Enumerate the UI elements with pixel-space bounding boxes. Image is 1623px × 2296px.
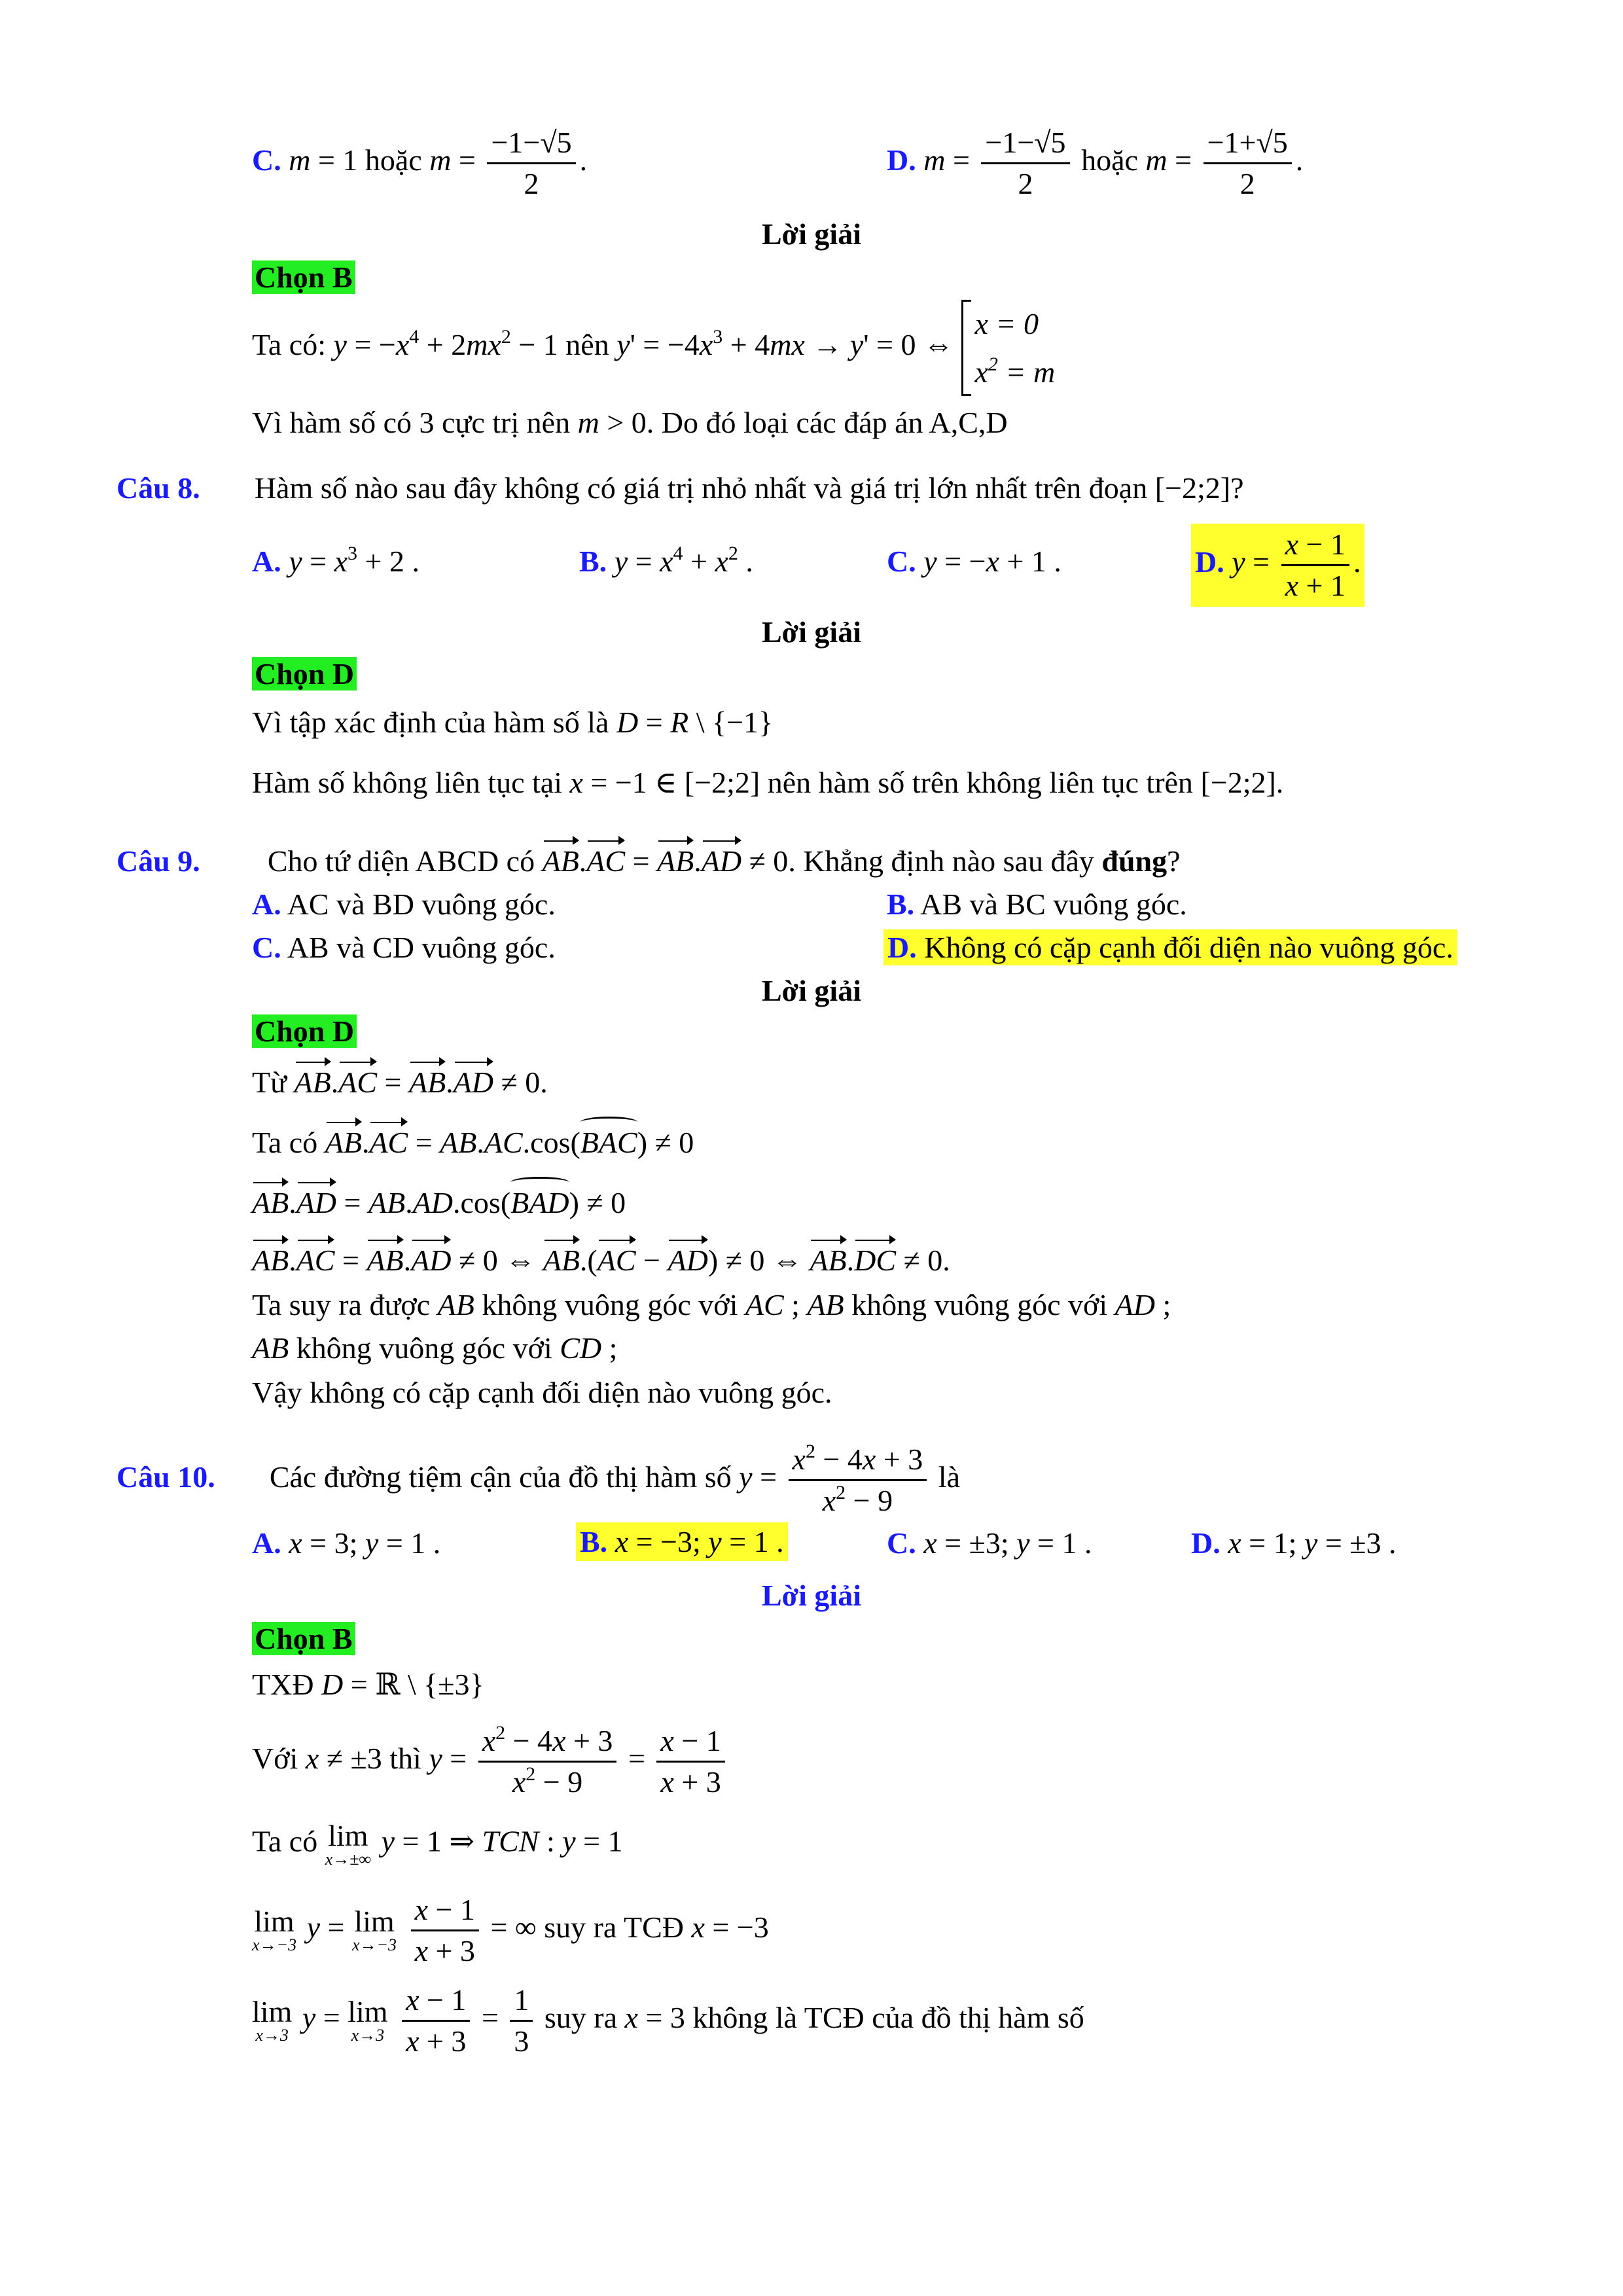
q10-option-c: C. x = ±3; y = 1 . — [887, 1526, 1092, 1560]
prev-conclusion: Vì hàm số có 3 cực trị nên m > 0. Do đó loại các đáp án A,C,D — [252, 406, 1008, 439]
answer-choice: Chọn B — [252, 260, 355, 294]
option-label: D. — [1191, 1526, 1221, 1560]
option-text: AC và BD vuông góc. — [287, 888, 556, 921]
q8-option-a: A. $y = x^3 + 2$ . — [252, 543, 419, 578]
option-text: Không có cặp cạnh đối diện nào vuông góc. — [924, 931, 1454, 964]
option-label: B. — [887, 888, 915, 921]
option-label: D. — [887, 143, 916, 177]
q8-continuity-line: Hàm số không liên tục tại x = −1 ∈ [−2;2] nên hàm số trên không liên tục trên [−2;2]. — [252, 766, 1284, 799]
text: TXĐ — [252, 1668, 314, 1701]
answer-choice: Chọn B — [252, 1622, 355, 1655]
prev-option-d: D. m = $\frac{-1-√5}{2}$ hoặc m = $\frac{-1+√5}{2}$ . — [887, 123, 1303, 204]
question-text: Hàm số nào sau đây không có giá trị nhỏ nhất và giá trị lớn nhất trên đoạn — [254, 471, 1148, 505]
question-label: Câu 9. — [116, 844, 200, 878]
q10-tcn: Ta có lim x→±∞ y = 1 ⇒ TCN : y = 1 — [252, 1819, 623, 1869]
text: suy ra — [544, 2000, 618, 2034]
q9-line-bac: Ta có AB.AC = AB.AC.cos(BAC) ≠ 0 — [252, 1124, 694, 1160]
option-label: C. — [252, 931, 281, 964]
prev-option-c: C. m = 1 hoặc m = $\frac{-1-√5}{2}$ . — [252, 123, 587, 204]
text: là — [938, 1460, 960, 1494]
question-8 — [116, 470, 1243, 506]
option-label: D. — [887, 931, 917, 964]
text: . Khẳng định nào sau đây — [788, 844, 1094, 878]
solution-heading: Lời giải — [762, 217, 861, 251]
text: Hàm số không liên tục tại — [252, 766, 562, 799]
question-label: Câu 8. — [116, 471, 200, 505]
q10-domain: TXĐ D = ℝ \ {±3} — [252, 1668, 484, 1701]
text: Vì tập xác định của hàm số là — [252, 706, 609, 739]
option-label: D. — [1195, 545, 1224, 579]
text: nên hàm số trên không liên tục trên — [767, 766, 1193, 799]
text: Cho tứ diện ABCD có — [267, 844, 535, 878]
text: Ta suy ra được — [252, 1288, 431, 1321]
text: ? — [1167, 844, 1181, 878]
question-9: Câu 9. Cho tứ diện ABCD có AB.AC = AB.AD ≠ 0. Khẳng định nào sau đây đúng? — [116, 843, 1181, 879]
option-label: A. — [252, 1526, 281, 1560]
option-label: B. — [580, 1525, 608, 1558]
q9-conclusion: Vậy không có cặp cạnh đối diện nào vuông góc. — [252, 1376, 832, 1409]
q9-line-bad: AB.AD = AB.AD.cos(BAD) ≠ 0 — [252, 1185, 626, 1221]
text: đúng — [1101, 844, 1168, 878]
text: Từ — [252, 1066, 287, 1099]
interval: [−2;2] — [1154, 471, 1231, 505]
option-label: B. — [579, 545, 607, 578]
q9-line-suy-ra: Ta suy ra được AB không vuông góc với AC ; AB không vuông góc với AD ; — [252, 1288, 1171, 1321]
q10-simplify: Với x ≠ ±3 thì y = $\frac{x^2 - 4x + 3}{x^2 - 9}$ = $\frac{x - 1}{x + 3}$ — [252, 1721, 729, 1802]
solution-heading: Lời giải — [762, 974, 861, 1007]
text: Ta có: — [252, 328, 327, 362]
text: . Do đó loại các đáp án A,C,D — [646, 406, 1008, 439]
text: Vì hàm số có 3 cực trị nên — [252, 406, 571, 439]
q8-domain-line: Vì tập xác định của hàm số là D = R \ {−1} — [252, 706, 774, 739]
q8-option-b: B. $y = x^4 + x^2$ . — [579, 543, 753, 578]
text: suy ra TCĐ — [544, 1910, 684, 1944]
or-text: hoặc — [1081, 143, 1138, 177]
text: không vuông góc với — [851, 1288, 1108, 1321]
solution-heading: Lời giải — [762, 615, 861, 649]
q9-option-d — [883, 929, 1457, 965]
option-text: AB và CD vuông góc. — [287, 931, 556, 964]
option-label: C. — [252, 143, 281, 177]
option-label: C. — [887, 1526, 916, 1560]
q10-option-d: D. x = 1; y = ±3 . — [1191, 1526, 1397, 1560]
q10-not-tcd: lim x→3 y = lim x→3 $\frac{x - 1}{x + 3}$ = $\frac{1}{3}$ suy ra x = 3 không là TCĐ của đồ thị hàm số — [252, 1981, 1084, 2061]
q10-option-a: A. x = 3; y = 1 . — [252, 1526, 441, 1560]
text: nên — [565, 328, 609, 362]
answer-choice: Chọn D — [252, 657, 357, 691]
q8-option-c: C. y = −x + 1 . — [887, 545, 1061, 578]
question-label: Câu 10. — [116, 1460, 215, 1494]
answer-choice: Chọn D — [252, 1014, 357, 1048]
q10-option-b: B. x = −3; y = 1 . — [576, 1522, 788, 1561]
q9-line-tu: Từ AB.AC = AB.AD ≠ 0. — [252, 1064, 548, 1100]
q9-option-b — [887, 886, 1187, 922]
q9-line-cd: AB không vuông góc với CD ; — [252, 1331, 618, 1365]
option-label: A. — [252, 545, 281, 578]
prev-derivative-line: Ta có: $y = -x^4 + 2mx^2 - 1$ nên $y' = -4x^3 + 4mx \to y' = 0$ ⇔ x = 0 $x^2 = m$ — [252, 300, 1055, 396]
q9-option-c — [252, 929, 556, 965]
text: thì — [389, 1741, 421, 1775]
solution-heading: Lời giải — [762, 1579, 861, 1612]
option-label: C. — [887, 545, 916, 578]
q10-tcd: lim x→−3 y = lim x→−3 $\frac{x - 1}{x + 3}$ = ∞ suy ra TCĐ x = −3 — [252, 1890, 769, 1971]
text: không là TCĐ của đồ thị hàm số — [692, 2000, 1084, 2034]
text: Ta có — [252, 1126, 318, 1159]
question-10: Câu 10. Các đường tiệm cận của đồ thị hàm số y = $\frac{x^2 - 4x + 3}{x^2 - 9}$ là — [116, 1441, 960, 1517]
q8-option-d: D. y = $\frac{x - 1}{x + 1}$ . — [1191, 524, 1364, 607]
text: không vuông góc với — [296, 1331, 552, 1365]
q9-option-a — [252, 886, 556, 922]
option-label: A. — [252, 888, 281, 921]
qmark: ? — [1230, 471, 1244, 505]
q9-line-equiv: AB.AC = AB.AD ≠ 0 ⇔ AB.(AC − AD) ≠ 0 ⇔ AB.DC ≠ 0. — [252, 1242, 950, 1278]
text: Ta có — [252, 1824, 318, 1858]
option-text: AB và BC vuông góc. — [920, 888, 1187, 921]
text: Với — [252, 1741, 298, 1775]
text: không vuông góc với — [482, 1288, 738, 1321]
question-text: Các đường tiệm cận của đồ thị hàm số — [269, 1460, 732, 1494]
or-text: hoặc — [365, 143, 422, 177]
